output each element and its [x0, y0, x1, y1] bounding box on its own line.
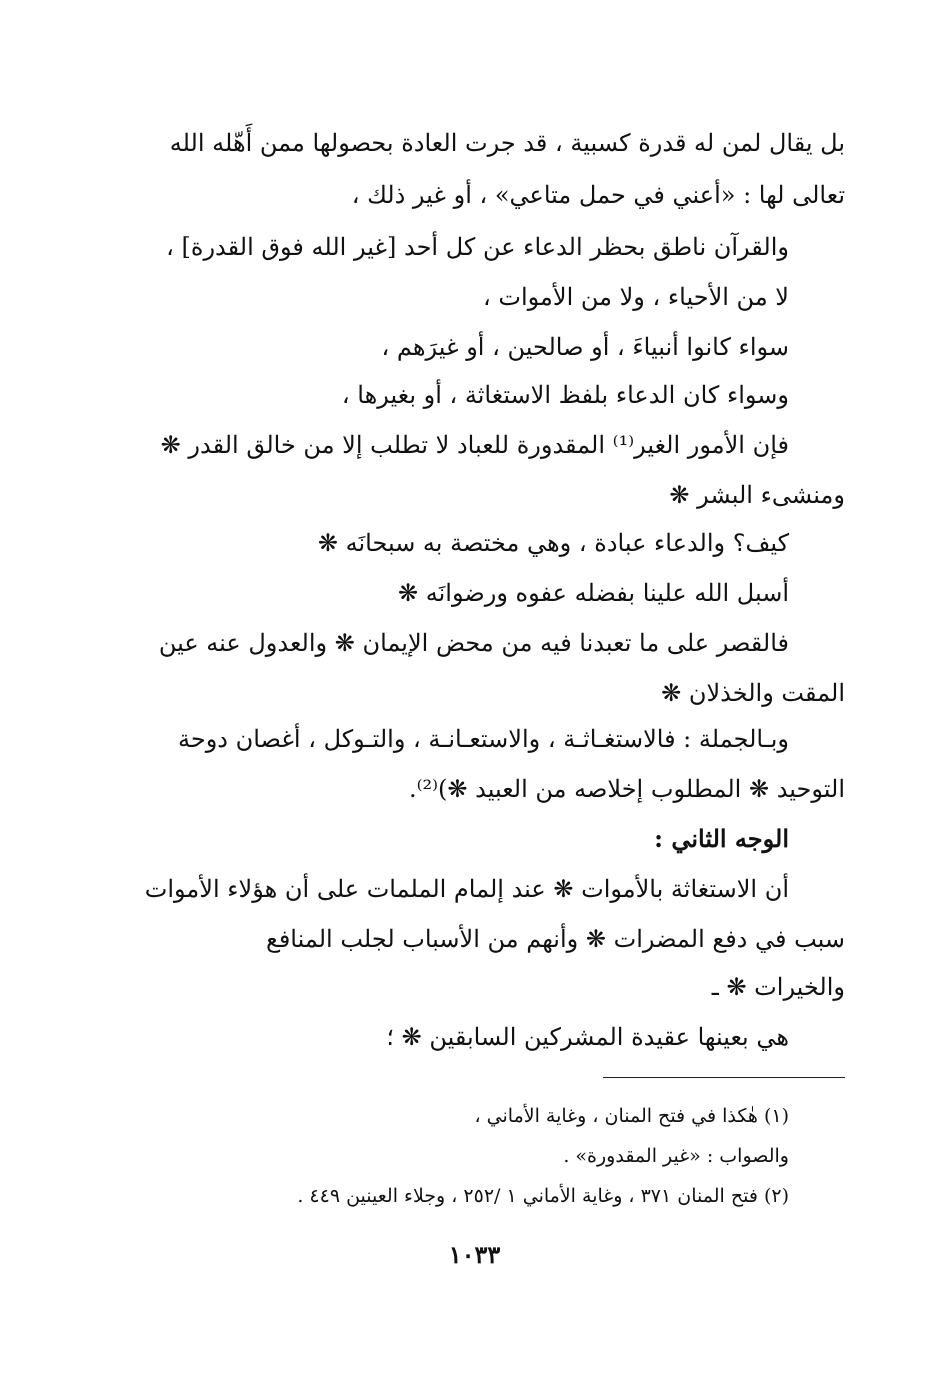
text-line: سواء كانوا أنبياءَ ، أو صالحين ، أو غيرَهم ، — [381, 333, 789, 361]
footnote: (٢) فتح المنان ٣٧١ ، وغاية الأماني ١ /٢٥٢ ، وجلاء العينين ٤٤٩ . — [297, 1185, 789, 1207]
text-line: تعالى لها : «أعني في حمل متاعي» ، أو غير ذلك ، — [351, 181, 845, 209]
text-line: والخيرات ❋ ـ — [711, 973, 845, 1001]
text-line: هي بعينها عقيدة المشركين السابقين ❋ ؛ — [386, 1023, 789, 1051]
text-line: كيف؟ والدعاء عبادة ، وهي مختصة به سبحانَه ❋ — [317, 529, 789, 557]
text-line: وبـالجملة : فالاستغـاثـة ، والاستعـانـة ، والتـوكل ، أغصان دوحة — [177, 725, 789, 753]
text-line: سبب في دفع المضرات ❋ وأنهم من الأسباب لجلب المنافع — [266, 925, 845, 953]
text-line: فإن الأمور الغير⁽¹⁾ المقدورة للعباد لا تطلب إلا من خالق القدر ❋ — [160, 431, 789, 459]
text-line: وسواء كان الدعاء بلفظ الاستغاثة ، أو بغيرها ، — [341, 381, 789, 409]
text-line: لا من الأحياء ، ولا من الأموات ، — [482, 283, 789, 311]
footnote: والصواب : «غير المقدورة» . — [563, 1145, 789, 1167]
text-line: ومنشىء البشر ❋ — [669, 481, 845, 509]
text-line: فالقصر على ما تعبدنا فيه من محض الإيمان ❋ والعدول عنه عين — [158, 629, 789, 657]
text-line: التوحيد ❋ المطلوب إخلاصه من العبيد ❋)⁽²⁾. — [408, 775, 845, 803]
text-line: المقت والخذلان ❋ — [661, 679, 845, 707]
footnote-separator — [603, 1077, 845, 1078]
text-line: أن الاستغاثة بالأموات ❋ عند إلمام الملمات على أن هؤلاء الأموات — [144, 875, 789, 903]
text-line: أسبل الله علينا بفضله عفوه ورضوانَه ❋ — [398, 579, 789, 607]
section-heading: الوجه الثاني : — [654, 824, 789, 853]
text-line: بل يقال لمن له قدرة كسبية ، قد جرت العادة بحصولها ممن أَهّله الله — [169, 129, 845, 157]
page-number: ١٠٣٣ — [448, 1240, 501, 1269]
footnote: (١) هٰكذا في فتح المنان ، وغاية الأماني ، — [474, 1105, 789, 1127]
text-line: والقرآن ناطق بحظر الدعاء عن كل أحد [غير الله فوق القدرة] ، — [166, 233, 789, 261]
